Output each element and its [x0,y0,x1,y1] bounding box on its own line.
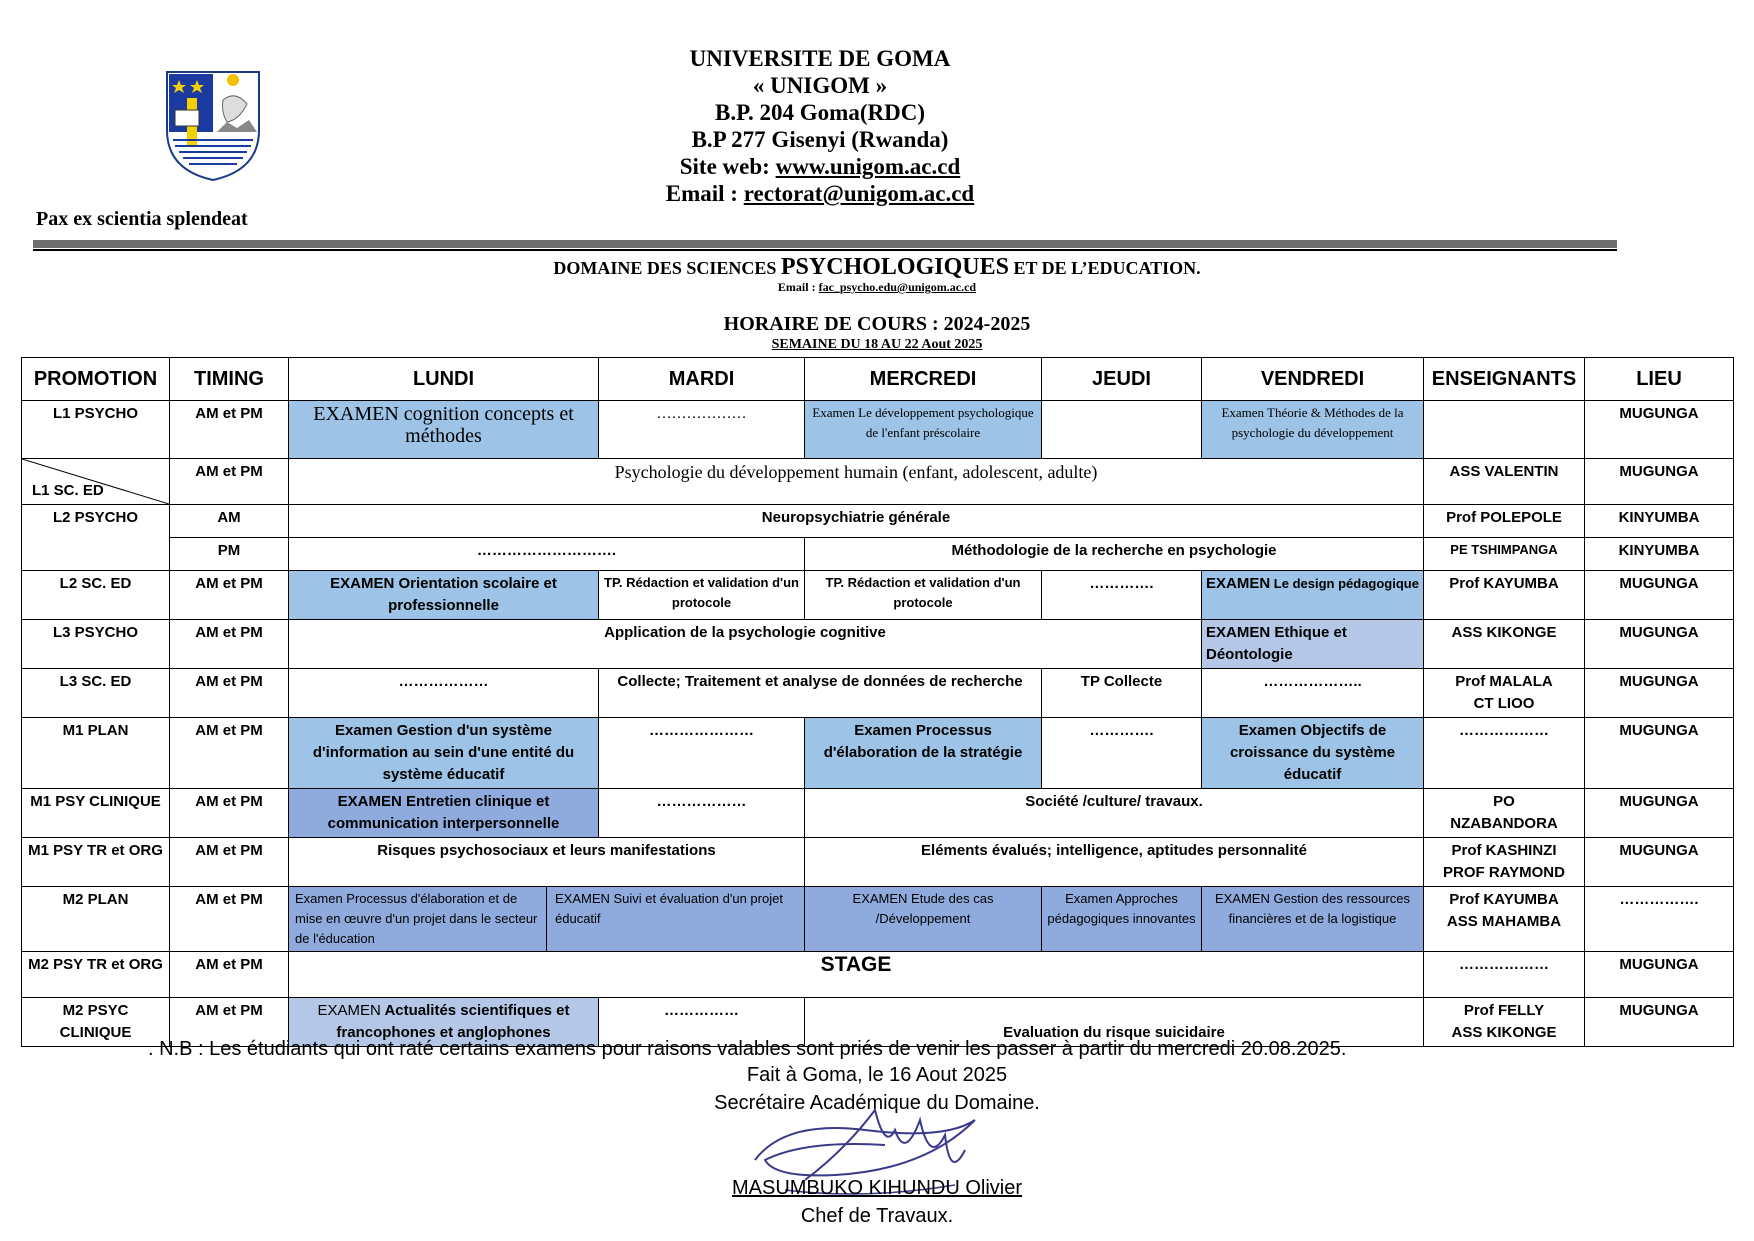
course-cell: Application de la psychologie cognitive [289,620,1202,669]
lundi-mardi-cell [289,887,805,952]
course-cell: ………………………. [289,538,805,571]
signatory-name: MASUMBUKO KIHUNDU Olivier [731,1177,1023,1199]
course-cell: Risques psychosociaux et leurs manifestations [289,838,805,887]
lundi-cell: EXAMEN Orientation scolaire et professionnelle [289,571,599,620]
promotion-cell: L1 SC. ED [22,459,170,505]
table-row [22,887,1734,952]
table-row [22,952,1734,998]
timing-cell: AM et PM [170,620,289,669]
timing-cell: PM [170,538,289,571]
enseignants-cell: Prof KASHINZI PROF RAYMOND [1424,838,1585,887]
lieu-cell: MUGUNGA [1585,718,1734,789]
table-row [22,571,1734,620]
enseignants-cell: Prof MALALA CT LIOO [1424,669,1585,718]
enseignants-cell [1424,401,1585,459]
timing-cell: AM et PM [170,718,289,789]
email-link[interactable]: rectorat@unigom.ac.cd [743,181,975,206]
timing-cell: AM et PM [170,571,289,620]
timing-cell: AM et PM [170,887,289,952]
promotion-cell: M1 PSY TR et ORG [22,838,170,887]
schedule-title: HORAIRE DE COURS : 2024-2025 [723,313,1031,335]
schedule-table [21,357,1734,1047]
course-cell: Société /culture/ travaux. [805,789,1424,838]
col-timing: TIMING [170,358,289,401]
lundi-cell: ……………… [289,669,599,718]
enseignants-cell: Prof KAYUMBA ASS MAHAMBA [1424,887,1585,952]
course-cell: Collecte; Traitement et analyse de données de recherche [599,669,1042,718]
col-mercredi: MERCREDI [805,358,1042,401]
vendredi-cell: ……………….. [1202,669,1424,718]
website-line: Site web: www.unigom.ac.cd [679,154,961,179]
university-name: UNIVERSITE DE GOMA [689,46,951,71]
promotion-cell: L3 PSYCHO [22,620,170,669]
mercredi-cell: Examen Le développement psychologique de l'enfant préscolaire [805,401,1042,459]
promotion-cell: M1 PSY CLINIQUE [22,789,170,838]
promotion-cell: M2 PLAN [22,887,170,952]
col-promotion: PROMOTION [22,358,170,401]
lundi-cell: EXAMEN Actualités scientifiques et francophones et anglophones [289,998,599,1047]
lieu-cell: MUGUNGA [1585,459,1734,505]
postal-goma: B.P. 204 Goma(RDC) [715,100,925,125]
table-header-row [22,358,1734,401]
mercredi-cell: Examen Processus d'élaboration de la stratégie [805,718,1042,789]
jeudi-cell: TP Collecte [1042,669,1202,718]
course-cell: Psychologie du développement humain (enfant, adolescent, adulte) [289,459,1424,505]
lundi-cell: Examen Gestion d'un système d'information au sein d'une entité du système éducatif [289,718,599,789]
website-link[interactable]: www.unigom.ac.cd [775,154,961,179]
enseignants-cell: ……………… [1424,952,1585,998]
jeudi-cell: …………. [1042,571,1202,620]
lundi-cell: EXAMEN cognition concepts et méthodes [289,401,599,459]
jeudi-cell [1042,401,1202,459]
lundi-exam: Examen Processus d'élaboration et de mise en œuvre d'un projet dans le secteur de l'éducation [289,887,547,951]
timing-cell: AM et PM [170,998,289,1047]
promotion-cell: L2 SC. ED [22,571,170,620]
vendredi-cell: Examen Objectifs de croissance du système éducatif [1202,718,1424,789]
timing-cell: AM [170,505,289,538]
mardi-cell: ……………… [599,789,805,838]
course-cell: Evaluation du risque suicidaire [805,998,1424,1047]
enseignants-cell: Prof POLEPOLE [1424,505,1585,538]
mardi-cell: …………… [599,998,805,1047]
course-cell: Eléments évalués; intelligence, aptitudes personnalité [805,838,1424,887]
header-rule-thick [33,240,1617,248]
course-cell: STAGE [289,952,1424,998]
university-header [560,45,1080,207]
place-date: Fait à Goma, le 16 Aout 2025 [746,1064,1008,1086]
col-lieu: LIEU [1585,358,1734,401]
table-row [22,459,1734,505]
mercredi-cell: EXAMEN Etude des cas /Développement [805,887,1042,952]
lundi-cell: EXAMEN Entretien clinique et communication interpersonnelle [289,789,599,838]
university-crest-logo [165,70,261,182]
table-row [22,538,1734,571]
lieu-cell: KINYUMBA [1585,538,1734,571]
signatory-title: Chef de Travaux. [800,1205,954,1227]
mercredi-cell: TP. Rédaction et validation d'un protocole [805,571,1042,620]
promotion-cell: M2 PSY TR et ORG [22,952,170,998]
col-mardi: MARDI [599,358,805,401]
lieu-cell: MUGUNGA [1585,789,1734,838]
email-line: Email : rectorat@unigom.ac.cd [665,181,975,206]
lieu-cell: MUGUNGA [1585,998,1734,1047]
enseignants-cell: PE TSHIMPANGA [1424,538,1585,571]
lieu-cell: MUGUNGA [1585,669,1734,718]
lieu-cell: KINYUMBA [1585,505,1734,538]
promotion-cell: L1 PSYCHO [22,401,170,459]
table-row [22,620,1734,669]
timing-cell: AM et PM [170,838,289,887]
enseignants-cell: ……………… [1424,718,1585,789]
col-enseignants: ENSEIGNANTS [1424,358,1585,401]
course-cell: Méthodologie de la recherche en psychologie [805,538,1424,571]
lieu-cell: MUGUNGA [1585,838,1734,887]
lieu-cell: MUGUNGA [1585,620,1734,669]
timing-cell: AM et PM [170,669,289,718]
university-acronym: « UNIGOM » [752,73,888,98]
lieu-cell: ……………. [1585,887,1734,952]
postal-gisenyi: B.P 277 Gisenyi (Rwanda) [691,127,949,152]
jeudi-cell: Examen Approches pédagogiques innovantes [1042,887,1202,952]
vendredi-cell: EXAMEN Gestion des ressources financières et de la logistique [1202,887,1424,952]
domain-title: DOMAINE DES SCIENCES PSYCHOLOGIQUES ET DE L’EDUCATION. [553,254,1201,280]
table-row [22,401,1734,459]
timing-cell: AM et PM [170,789,289,838]
enseignants-cell: ASS KIKONGE [1424,620,1585,669]
col-vendredi: VENDREDI [1202,358,1424,401]
vendredi-cell: EXAMEN Ethique et Déontologie [1202,620,1424,669]
footnote: . N.B : Les étudiants qui ont raté certains examens pour raisons valables sont priés de venir les passer à partir du mercredi 20.08.2025. [148,1038,1347,1060]
jeudi-cell: …………. [1042,718,1202,789]
table-row [22,838,1734,887]
lieu-cell: MUGUNGA [1585,952,1734,998]
vendredi-cell: EXAMEN Le design pédagogique [1202,571,1424,620]
lieu-cell: MUGUNGA [1585,571,1734,620]
secretary-title: Secrétaire Académique du Domaine. [714,1092,1040,1114]
schedule-week: SEMAINE DU 18 AU 22 Aout 2025 [771,337,983,352]
mardi-cell: TP. Rédaction et validation d'un protocole [599,571,805,620]
promotion-cell: M1 PLAN [22,718,170,789]
motto: Pax ex scientia splendeat [36,208,248,230]
enseignants-cell: Prof FELLY ASS KIKONGE [1424,998,1585,1047]
mardi-cell: ………………… [599,718,805,789]
enseignants-cell: ASS VALENTIN [1424,459,1585,505]
mardi-exam: EXAMEN Suivi et évaluation d'un projet éducatif [555,891,783,926]
timing-cell: AM et PM [170,401,289,459]
timing-cell: AM et PM [170,952,289,998]
enseignants-cell: PO NZABANDORA [1424,789,1585,838]
col-lundi: LUNDI [289,358,599,401]
table-row [22,718,1734,789]
header-rule-thin [33,249,1617,251]
lieu-cell: MUGUNGA [1585,401,1734,459]
promotion-cell: L3 SC. ED [22,669,170,718]
vendredi-cell: Examen Théorie & Méthodes de la psychologie du développement [1202,401,1424,459]
domain-email: Email : fac_psycho.edu@unigom.ac.cd [777,280,977,294]
col-jeudi: JEUDI [1042,358,1202,401]
mardi-cell: ……………… [599,401,805,459]
table-row [22,669,1734,718]
table-row [22,789,1734,838]
timing-cell: AM et PM [170,459,289,505]
table-row [22,505,1734,538]
enseignants-cell: Prof KAYUMBA [1424,571,1585,620]
promotion-cell: M2 PSYC CLINIQUE [22,998,170,1047]
domain-email-link[interactable]: fac_psycho.edu@unigom.ac.cd [818,280,977,294]
course-cell: Neuropsychiatrie générale [289,505,1424,538]
promotion-cell: L2 PSYCHO [22,505,170,571]
